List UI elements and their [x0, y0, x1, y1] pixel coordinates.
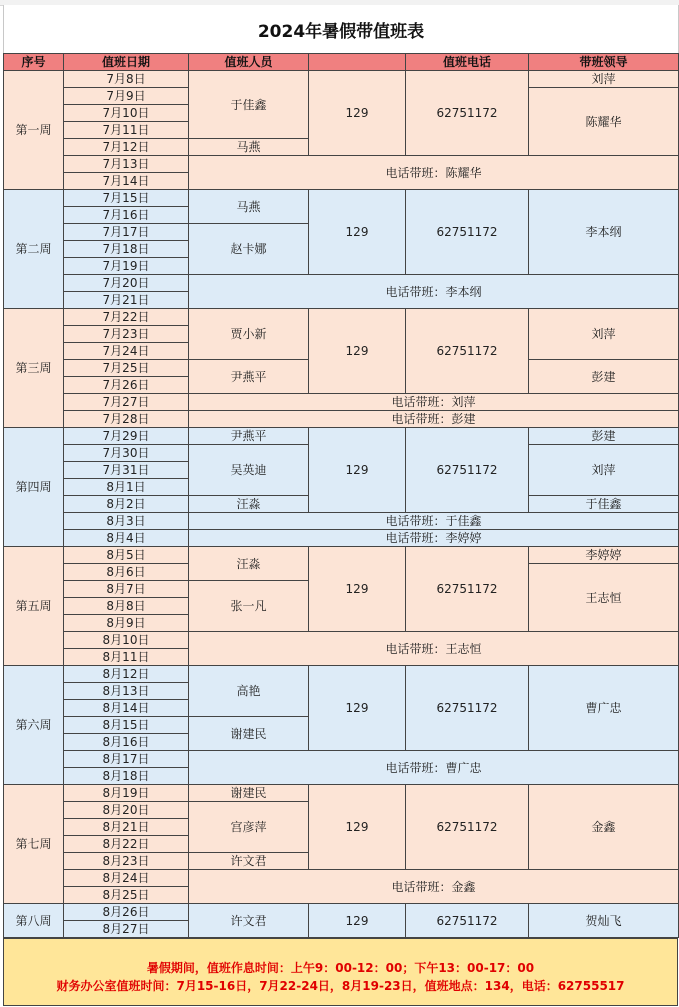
date-cell[interactable]: 7月20日: [64, 275, 189, 292]
leader-cell[interactable]: 刘萍: [529, 445, 679, 496]
phone-duty-cell[interactable]: 电话带班：刘萍: [189, 394, 679, 411]
date-cell[interactable]: 8月25日: [64, 887, 189, 904]
ext-cell[interactable]: 129: [309, 547, 406, 632]
date-cell[interactable]: 7月12日: [64, 139, 189, 156]
date-cell[interactable]: 7月21日: [64, 292, 189, 309]
leader-cell[interactable]: 陈耀华: [529, 88, 679, 156]
week-label: 第六周: [4, 666, 64, 785]
date-cell[interactable]: 8月16日: [64, 734, 189, 751]
staff-cell[interactable]: 尹燕平: [189, 360, 309, 394]
date-cell[interactable]: 8月21日: [64, 819, 189, 836]
staff-cell[interactable]: 汪淼: [189, 496, 309, 513]
finance-office-note: 财务办公室值班时间：7月15-16日，7月22-24日，8月19-23日，值班地点：134，电话：62755517: [56, 979, 625, 993]
header-ext: [309, 54, 406, 71]
table-row: [4, 870, 679, 887]
date-cell[interactable]: 8月1日: [64, 479, 189, 496]
staff-cell[interactable]: 马燕: [189, 139, 309, 156]
leader-cell[interactable]: 王志恒: [529, 564, 679, 632]
phone-duty-cell[interactable]: 电话带班：王志恒: [189, 632, 679, 666]
date-cell[interactable]: 8月11日: [64, 649, 189, 666]
week-label: 第七周: [4, 785, 64, 904]
date-cell[interactable]: 8月20日: [64, 802, 189, 819]
date-cell[interactable]: 8月19日: [64, 785, 189, 802]
week-label: 第四周: [4, 428, 64, 547]
header-index: 序号: [4, 54, 64, 71]
week-label: 第三周: [4, 309, 64, 428]
date-cell[interactable]: 7月9日: [64, 88, 189, 105]
leader-cell[interactable]: 彭建: [529, 360, 679, 394]
phone-cell[interactable]: 62751172: [406, 428, 529, 513]
date-cell[interactable]: 7月31日: [64, 462, 189, 479]
header-staff: 值班人员: [189, 54, 309, 71]
duty-schedule-table: [3, 53, 679, 938]
leader-cell[interactable]: 刘萍: [529, 309, 679, 360]
date-cell[interactable]: 7月30日: [64, 445, 189, 462]
phone-cell[interactable]: 62751172: [406, 666, 529, 751]
header-date: 值班日期: [64, 54, 189, 71]
date-cell[interactable]: 7月15日: [64, 190, 189, 207]
ext-cell[interactable]: 129: [309, 190, 406, 275]
date-cell[interactable]: 7月26日: [64, 377, 189, 394]
phone-cell[interactable]: 62751172: [406, 785, 529, 870]
date-cell[interactable]: 7月18日: [64, 241, 189, 258]
ext-cell[interactable]: 129: [309, 785, 406, 870]
leader-cell[interactable]: 彭建: [529, 428, 679, 445]
table-row: [4, 71, 679, 88]
week-label: 第五周: [4, 547, 64, 666]
header-phone: 值班电话: [406, 54, 529, 71]
date-cell[interactable]: 8月23日: [64, 853, 189, 870]
staff-cell[interactable]: 许文君: [189, 853, 309, 870]
staff-cell[interactable]: 尹燕平: [189, 428, 309, 445]
date-cell[interactable]: 8月27日: [64, 921, 189, 938]
date-cell[interactable]: 8月6日: [64, 564, 189, 581]
phone-cell[interactable]: 62751172: [406, 547, 529, 632]
staff-cell[interactable]: 谢建民: [189, 717, 309, 751]
date-cell[interactable]: 8月3日: [64, 513, 189, 530]
date-cell[interactable]: 7月23日: [64, 326, 189, 343]
table-row: [4, 751, 679, 768]
office-hours-note: 暑假期间，值班作息时间：上午9：00-12：00；下午13：00-17：00: [146, 961, 535, 975]
date-cell[interactable]: 8月5日: [64, 547, 189, 564]
ext-cell[interactable]: 129: [309, 904, 406, 938]
date-cell[interactable]: 7月17日: [64, 224, 189, 241]
date-cell[interactable]: 7月14日: [64, 173, 189, 190]
date-cell[interactable]: 7月24日: [64, 343, 189, 360]
table-row: [4, 513, 679, 530]
notes-footer: [3, 938, 678, 1006]
phone-duty-cell[interactable]: 电话带班：彭建: [189, 411, 679, 428]
table-row: [4, 666, 679, 683]
phone-duty-cell[interactable]: 电话带班：于佳鑫: [189, 513, 679, 530]
table-row: [4, 632, 679, 649]
staff-cell[interactable]: 吴英迪: [189, 445, 309, 496]
date-cell[interactable]: 8月2日: [64, 496, 189, 513]
date-cell[interactable]: 7月10日: [64, 105, 189, 122]
date-cell[interactable]: 7月11日: [64, 122, 189, 139]
phone-duty-cell[interactable]: 电话带班：陈耀华: [189, 156, 679, 190]
date-cell[interactable]: 8月9日: [64, 615, 189, 632]
date-cell[interactable]: 8月14日: [64, 700, 189, 717]
leader-cell[interactable]: 李婷婷: [529, 547, 679, 564]
ext-cell[interactable]: 129: [309, 71, 406, 156]
phone-duty-cell[interactable]: 电话带班：李本纲: [189, 275, 679, 309]
date-cell[interactable]: 8月15日: [64, 717, 189, 734]
title-bar: [3, 5, 679, 53]
table-row: [4, 275, 679, 292]
date-cell[interactable]: 8月7日: [64, 581, 189, 598]
leader-cell[interactable]: 曹广忠: [529, 666, 679, 751]
table-row: [4, 411, 679, 428]
staff-cell[interactable]: 许文君: [189, 904, 309, 938]
table-row: [4, 156, 679, 173]
date-cell[interactable]: 7月22日: [64, 309, 189, 326]
sheet-title: 2024年暑假带值班表: [257, 22, 425, 42]
header-leader: 带班领导: [529, 54, 679, 71]
ext-cell[interactable]: 129: [309, 428, 406, 513]
date-cell[interactable]: 7月19日: [64, 258, 189, 275]
phone-duty-cell[interactable]: 电话带班：曹广忠: [189, 751, 679, 785]
date-cell[interactable]: 7月16日: [64, 207, 189, 224]
table-row: [4, 547, 679, 564]
phone-duty-cell[interactable]: 电话带班：李婷婷: [189, 530, 679, 547]
header-row: [4, 54, 679, 71]
table-row: [4, 785, 679, 802]
table-row: [4, 904, 679, 921]
date-cell[interactable]: 8月18日: [64, 768, 189, 785]
week-label: 第二周: [4, 190, 64, 309]
date-cell[interactable]: 8月24日: [64, 870, 189, 887]
phone-cell[interactable]: 62751172: [406, 190, 529, 275]
date-cell[interactable]: 8月12日: [64, 666, 189, 683]
staff-cell[interactable]: 于佳鑫: [189, 71, 309, 139]
date-cell[interactable]: 8月26日: [64, 904, 189, 921]
staff-cell[interactable]: 高艳: [189, 666, 309, 717]
table-row: [4, 394, 679, 411]
table-row: [4, 428, 679, 445]
leader-cell[interactable]: 于佳鑫: [529, 496, 679, 513]
leader-cell[interactable]: 金鑫: [529, 785, 679, 870]
date-cell[interactable]: 8月13日: [64, 683, 189, 700]
leader-cell[interactable]: 贺灿飞: [529, 904, 679, 938]
date-cell[interactable]: 7月27日: [64, 394, 189, 411]
phone-cell[interactable]: 62751172: [406, 309, 529, 394]
table-row: [4, 190, 679, 207]
staff-cell[interactable]: 赵卡娜: [189, 224, 309, 275]
staff-cell[interactable]: 汪淼: [189, 547, 309, 581]
staff-cell[interactable]: 宫彦萍: [189, 802, 309, 853]
staff-cell[interactable]: 张一凡: [189, 581, 309, 632]
date-cell[interactable]: 7月28日: [64, 411, 189, 428]
phone-duty-cell[interactable]: 电话带班：金鑫: [189, 870, 679, 904]
ext-cell[interactable]: 129: [309, 666, 406, 751]
ext-cell[interactable]: 129: [309, 309, 406, 394]
leader-cell[interactable]: 刘萍: [529, 71, 679, 88]
phone-cell[interactable]: 62751172: [406, 71, 529, 156]
date-cell[interactable]: 8月4日: [64, 530, 189, 547]
phone-cell[interactable]: 62751172: [406, 904, 529, 938]
date-cell[interactable]: 8月10日: [64, 632, 189, 649]
staff-cell[interactable]: 谢建民: [189, 785, 309, 802]
date-cell[interactable]: 7月29日: [64, 428, 189, 445]
date-cell[interactable]: 8月8日: [64, 598, 189, 615]
leader-cell[interactable]: 李本纲: [529, 190, 679, 275]
week-label: 第一周: [4, 71, 64, 190]
staff-cell[interactable]: 贾小新: [189, 309, 309, 360]
date-cell[interactable]: 7月13日: [64, 156, 189, 173]
date-cell[interactable]: 8月22日: [64, 836, 189, 853]
staff-cell[interactable]: 马燕: [189, 190, 309, 224]
table-row: [4, 530, 679, 547]
date-cell[interactable]: 7月8日: [64, 71, 189, 88]
week-label: 第八周: [4, 904, 64, 938]
table-row: [4, 309, 679, 326]
date-cell[interactable]: 8月17日: [64, 751, 189, 768]
date-cell[interactable]: 7月25日: [64, 360, 189, 377]
